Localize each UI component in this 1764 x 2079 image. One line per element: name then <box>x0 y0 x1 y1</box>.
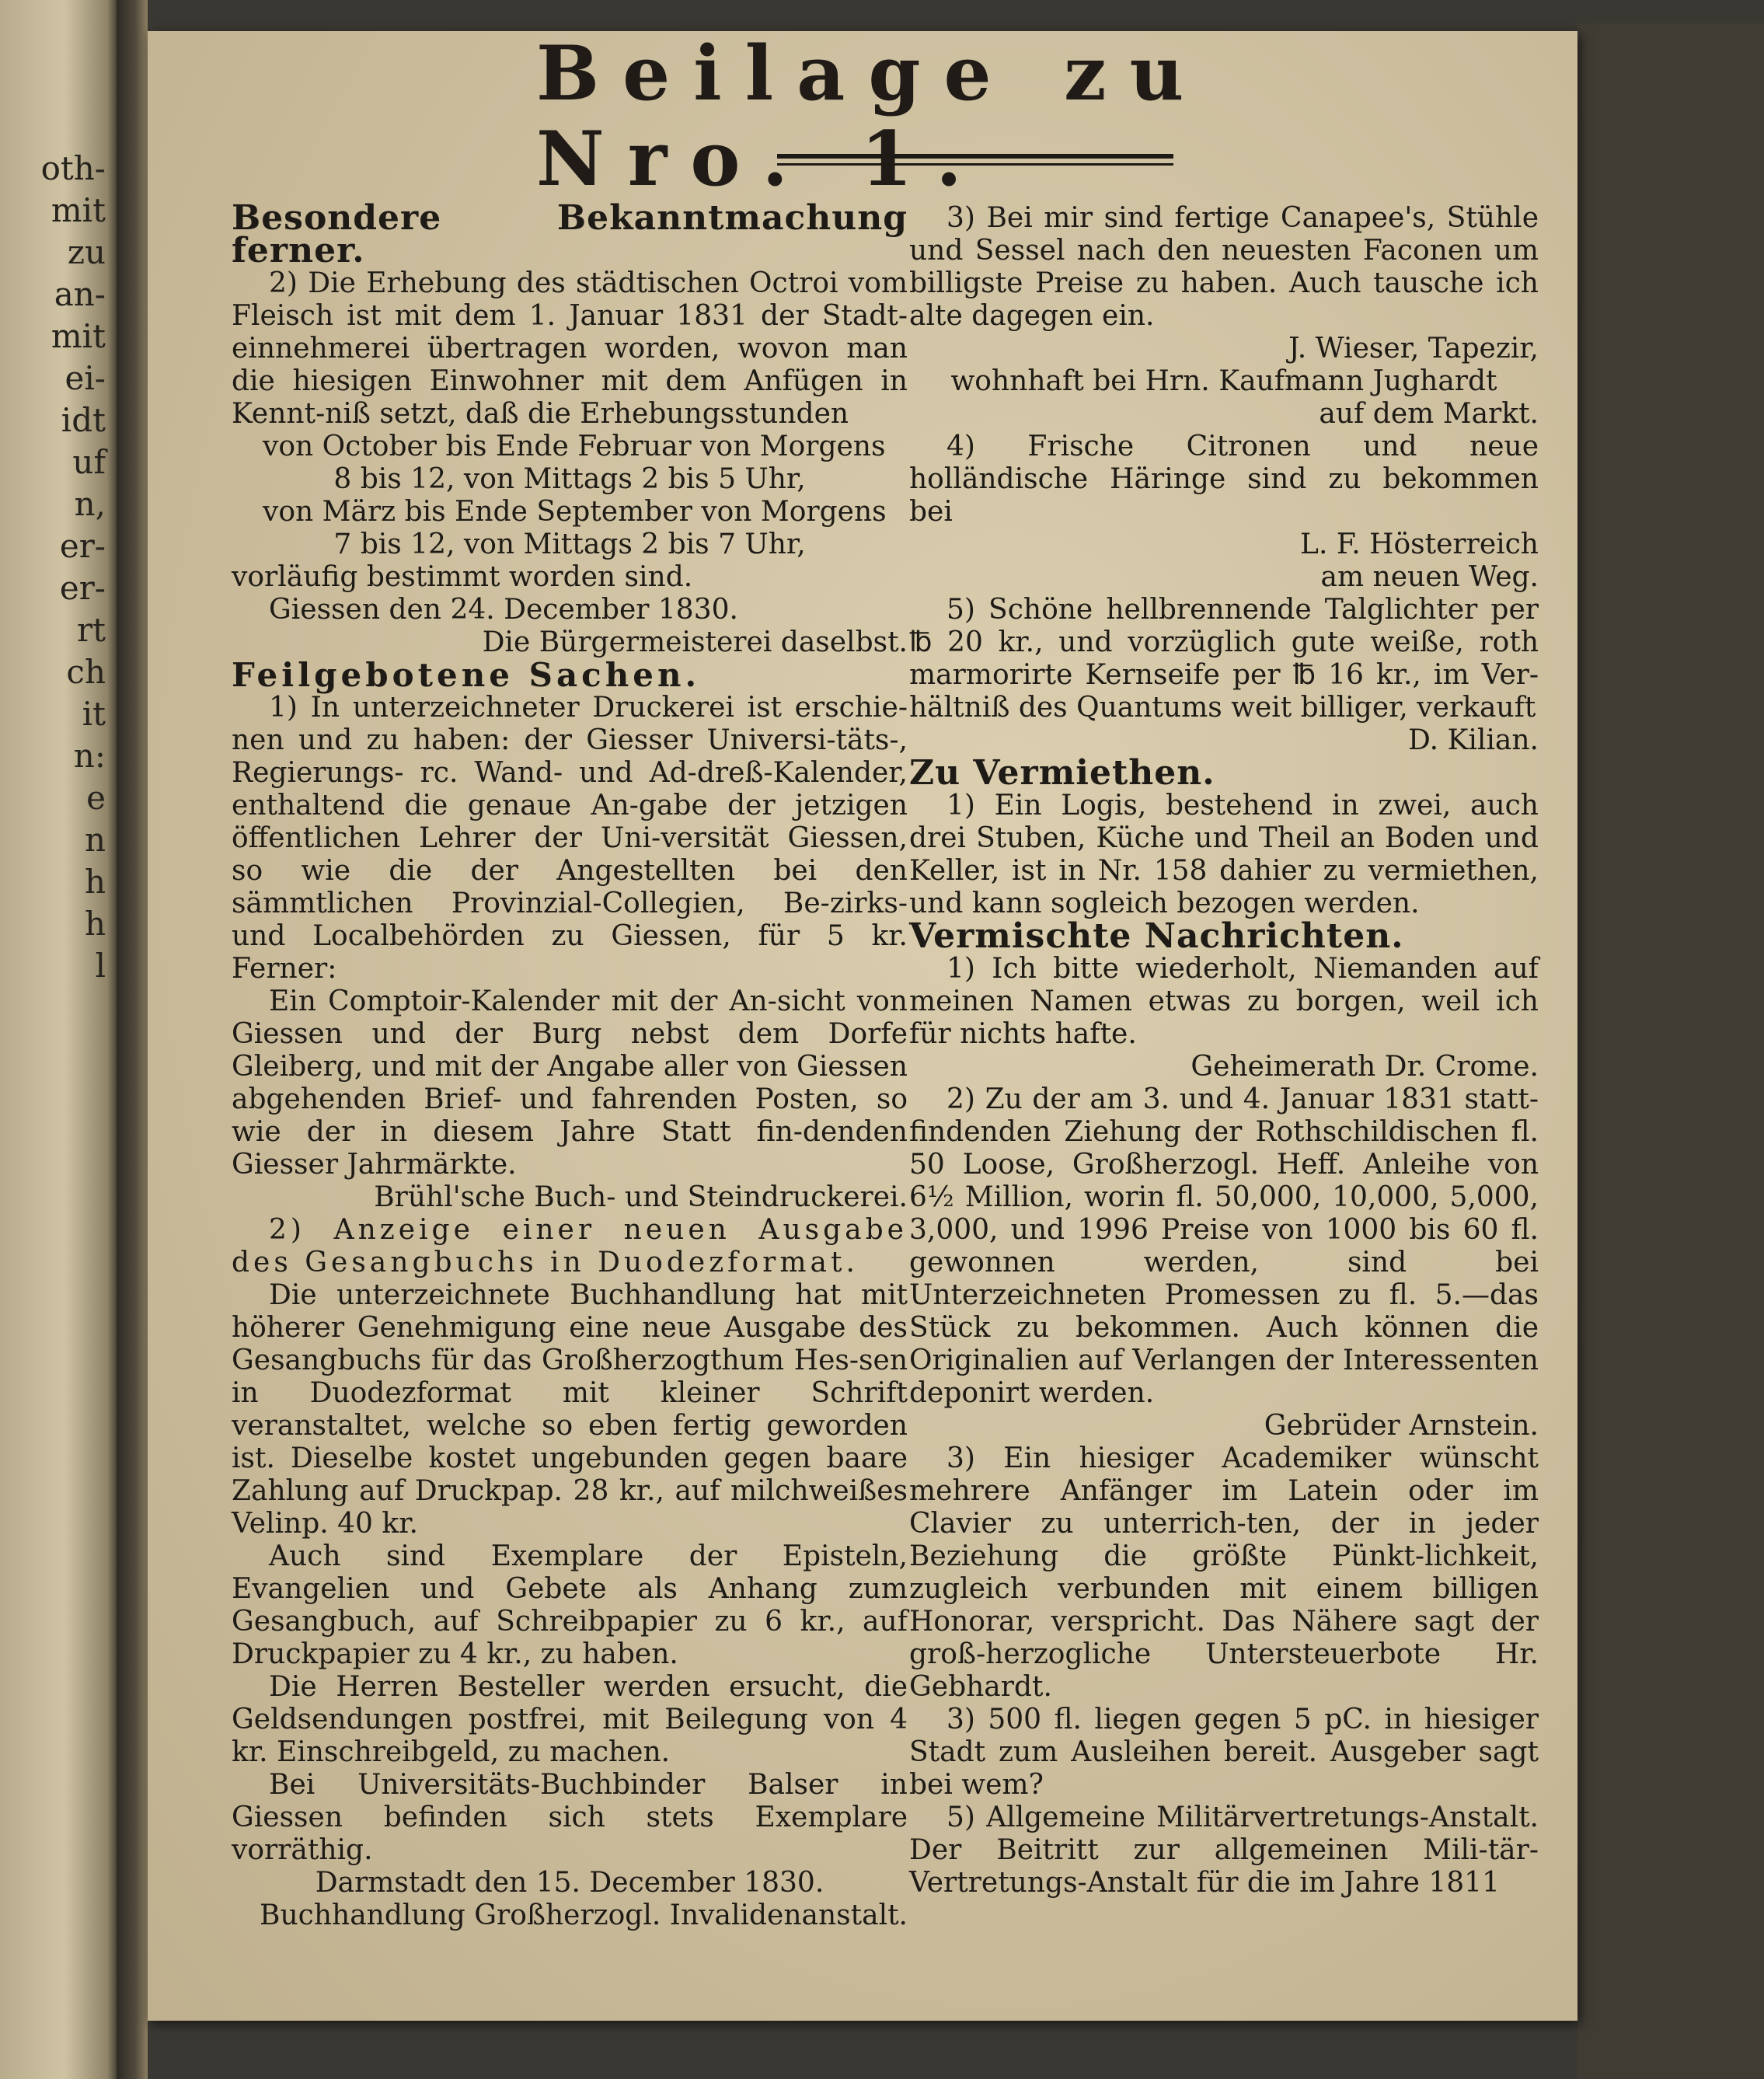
margin-fragment: uf <box>72 443 106 481</box>
masthead-rule <box>777 154 1173 166</box>
left-column <box>232 198 908 1932</box>
misc-item-1-signature: Geheimerath Dr. Crome. <box>1191 1051 1539 1083</box>
misc-item-4: 3) 500 fl. liegen gegen 5 pC. in hiesiger Stadt zum Ausleihen bereit. Ausgeber sagt bei wem? <box>909 1704 1539 1801</box>
margin-fragment: er- <box>59 527 106 565</box>
left-margin-fragments <box>41 148 106 987</box>
rent-item-1: 1) Ein Logis, bestehend in zwei, auch drei Stuben, Küche und Theil an Boden und Keller, ist in Nr. 158 dahier zu vermiethen, und kann sogleich bezogen werden. <box>909 790 1539 919</box>
ad-item-4-signature: L. F. Hösterreich <box>1300 528 1539 560</box>
ad-item-4: 4) Frische Citronen und neue holländische Häringe sind zu bekommen bei <box>909 431 1539 528</box>
margin-fragment: n <box>84 821 106 859</box>
margin-fragment: l <box>95 947 106 985</box>
sale-heading: Feilgebotene Sachen. <box>232 656 701 694</box>
rent-heading: Zu Vermiethen. <box>909 753 1215 793</box>
sale-item-2c: Die Herren Besteller werden ersucht, die Geldsendungen postfrei, mit Beilegung von 4 kr. Einschreibgeld, zu machen. <box>232 1671 908 1768</box>
ad-item-3-address: wohnhaft bei Hrn. Kaufmann Jughardt <box>950 365 1497 397</box>
misc-item-2-signature: Gebrüder Arnstein. <box>1264 1410 1539 1442</box>
margin-fragment: e <box>86 779 106 817</box>
margin-fragment: idt <box>61 401 106 439</box>
ad-item-3-address: auf dem Markt. <box>1319 398 1539 430</box>
ad-item-3: 3) Bei mir sind fertige Canapee's, Stühle und Sessel nach den neuesten Faconen um billigste Preise zu haben. Auch tausche ich alte dagegen ein. <box>909 202 1539 332</box>
misc-item-5: 5) Allgemeine Militärvertretungs-Anstalt. Der Beitritt zur allgemeinen Mili-tär-Vertretungs-Anstalt für die im Jahre 1811 <box>909 1802 1539 1899</box>
book-gutter <box>117 0 148 2079</box>
hours-line: 8 bis 12, von Mittags 2 bis 5 Uhr, <box>333 463 806 495</box>
notice-text: 2) Die Erhebung des städtischen Octroi vom Fleisch ist mit dem 1. Januar 1831 der Stadt-einnehmerei übertragen worden, wovon man die hiesigen Einwohner mit dem Anfügen in Kennt-niß setzt, daß die Erhebungsstunden <box>232 267 908 430</box>
sale-item-1-signature: Brühl'sche Buch- und Steindruckerei. <box>374 1181 908 1213</box>
margin-fragment: zu <box>67 233 106 271</box>
ad-item-5: 5) Schöne hellbrennende Talglichter per ℔ 20 kr., und vorzüglich gute weiße, roth marmorirte Kernseife per ℔ 16 kr., im Ver-hältniß des Quantums weit billiger, verkauft <box>909 594 1539 724</box>
misc-item-3: 3) Ein hiesiger Academiker wünscht mehrere Anfänger im Latein oder im Clavier zu unterrich-ten, der in jeder Beziehung die größte Pünkt-lichkeit, zugleich verbunden mit einem billigen Honorar, verspricht. Das Nähere sagt der groß-herzogliche Untersteuerbote Hr. Gebhardt. <box>909 1442 1539 1703</box>
margin-fragment: rt <box>77 611 106 649</box>
margin-fragment: n: <box>73 737 106 775</box>
margin-fragment: n, <box>74 485 106 523</box>
notice-heading: Besondere Bekanntmachung ferner. <box>232 198 908 270</box>
sale-item-2-signature: Buchhandlung Großherzogl. Invalidenanstalt. <box>260 1899 908 1931</box>
notice-date: Giessen den 24. December 1830. <box>269 594 738 626</box>
margin-fragment: h <box>84 905 106 943</box>
sale-item-2b: Auch sind Exemplare der Episteln, Evangelien und Gebete als Anhang zum Gesangbuch, auf Schreibpapier zu 6 kr., auf Druckpapier zu 4 kr., zu haben. <box>232 1540 908 1670</box>
notice-signature: Die Bürgermeisterei daselbst. <box>482 626 908 658</box>
margin-fragment: mit <box>51 317 106 355</box>
sale-item-2-title: 2) Anzeige einer neuen Ausgabe des Gesangbuchs in Duodezformat. <box>232 1214 908 1278</box>
hours-line: 7 bis 12, von Mittags 2 bis 7 Uhr, <box>333 528 806 560</box>
margin-fragment: mit <box>51 191 106 229</box>
margin-fragment: er- <box>59 569 106 607</box>
hours-line: von October bis Ende Februar von Morgens <box>263 431 886 462</box>
margin-fragment: oth- <box>40 149 106 187</box>
sale-item-2a: Die unterzeichnete Buchhandlung hat mit höherer Genehmigung eine neue Ausgabe des Gesangbuchs für das Großherzogthum Hes-sen in Duodezformat mit kleiner Schrift veranstaltet, welche so eben fertig geworden ist. Dieselbe kostet ungebunden gegen baare Zahlung auf Druckpap. 28 kr., auf milchweißes Velinp. 40 kr. <box>232 1279 908 1540</box>
margin-fragment: an- <box>54 275 106 313</box>
margin-fragment: ch <box>66 653 106 691</box>
masthead: Beilage zu Nro. 1. <box>536 30 1208 203</box>
hours-line: vorläufig bestimmt worden sind. <box>232 561 693 593</box>
left-page-edge <box>0 0 117 2079</box>
ad-item-4-address: am neuen Weg. <box>1320 561 1539 593</box>
right-column <box>909 202 1539 1899</box>
misc-item-2: 2) Zu der am 3. und 4. Januar 1831 statt-findenden Ziehung der Rothschildischen fl. 50 Loose, Großherzogl. Heff. Anleihe von 6½ Million, worin fl. 50,000, 10,000, 5,000, 3,000, und 1996 Preise von 1000 bis 60 fl. gewonnen werden, sind bei Unterzeichneten Promessen zu fl. 5.—das Stück zu bekommen. Auch können die Originalien auf Verlangen der Interessenten deponirt werden. <box>909 1083 1539 1409</box>
margin-fragment: ei- <box>64 359 106 397</box>
misc-item-1: 1) Ich bitte wiederholt, Niemanden auf meinen Namen etwas zu borgen, weil ich für nichts hafte. <box>909 953 1539 1050</box>
margin-fragment: h <box>84 863 106 901</box>
sale-item-2d: Bei Universitäts-Buchbinder Balser in Giessen befinden sich stets Exemplare vorräthig. <box>232 1769 908 1866</box>
margin-fragment: it <box>82 695 106 733</box>
sale-item-1b: Ein Comptoir-Kalender mit der An-sicht von Giessen und der Burg nebst dem Dorfe Gleiberg, und mit der Angabe aller von Giessen abgehenden Brief- und fahrenden Posten, so wie der in diesem Jahre Statt fin-denden Giesser Jahrmärkte. <box>232 985 908 1181</box>
ad-item-5-signature: D. Kilian. <box>1408 724 1539 756</box>
sale-item-2-date: Darmstadt den 15. December 1830. <box>315 1867 824 1899</box>
background-shadow <box>1577 23 1764 2079</box>
ad-item-3-signature: J. Wieser, Tapezir, <box>1288 333 1539 365</box>
hours-line: von März bis Ende September von Morgens <box>263 496 887 528</box>
sale-item-1: 1) In unterzeichneter Druckerei ist erschie-nen und zu haben: der Giesser Universi-täts-, Regierungs- rc. Wand- und Ad-dreß-Kalender, enthaltend die genaue An-gabe der jetzigen öffentlichen Lehrer der Uni-versität Giessen, so wie die der Angestellten bei den sämmtlichen Provinzial-Collegien, Be-zirks- und Localbehörden zu Giessen, für 5 kr. Ferner: <box>232 692 908 985</box>
newspaper-page <box>148 31 1577 2021</box>
misc-heading: Vermischte Nachrichten. <box>909 916 1404 956</box>
